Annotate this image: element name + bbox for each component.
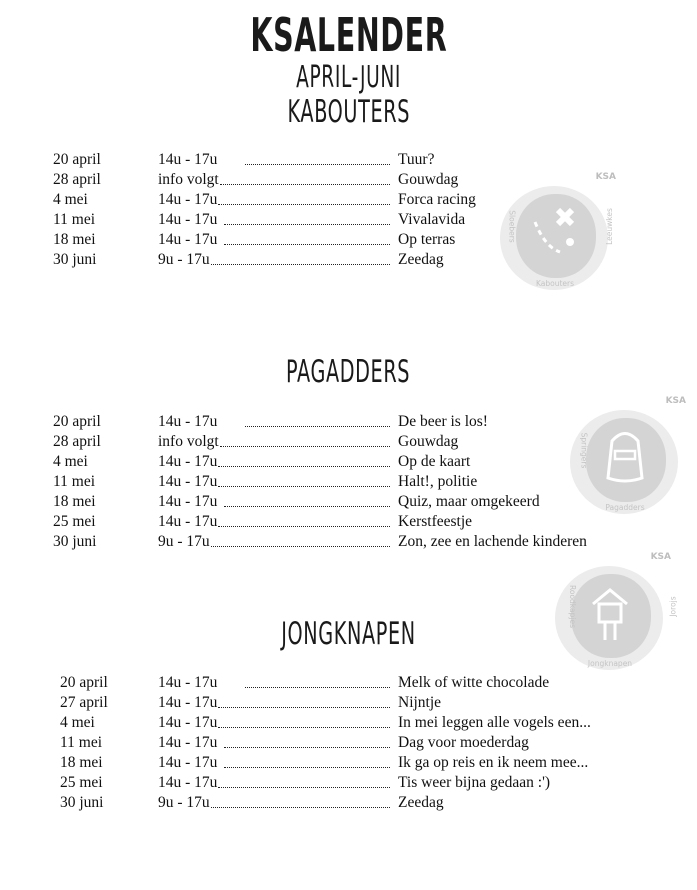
row-activity: Tuur? [398, 151, 435, 168]
row-date: 4 mei [53, 453, 88, 470]
schedule-row [0, 230, 697, 250]
row-activity: Op terras [398, 231, 456, 248]
row-activity: Tis weer bijna gedaan :') [398, 774, 551, 791]
group-logo-jongknapen [545, 552, 678, 672]
period-subtitle-text: APRIL-JUNI [296, 60, 401, 95]
row-time: 14u - 17u [158, 754, 218, 771]
row-date: 25 mei [53, 513, 96, 530]
row-date: 11 mei [53, 473, 96, 490]
row-time: 14u - 17u [158, 231, 218, 248]
row-time: 9u - 17u [158, 533, 210, 550]
row-time: 14u - 17u [158, 473, 218, 490]
row-date: 18 mei [53, 493, 96, 510]
row-date: 20 april [60, 674, 108, 691]
row-activity: Zeedag [398, 251, 444, 268]
dotted-leader [224, 733, 390, 748]
schedule-row [0, 713, 697, 733]
logo-left-label: Roodkapjes [568, 585, 577, 628]
section-title-kabouters [0, 94, 697, 130]
row-activity: Ik ga op reis en ik neem mee... [398, 754, 589, 771]
schedule-row [0, 492, 697, 512]
ksa-logo-text: KSA [595, 172, 616, 182]
dotted-leader [218, 512, 390, 527]
schedule-row [0, 190, 697, 210]
row-date: 4 mei [60, 714, 95, 731]
row-activity: Forca racing [398, 191, 476, 208]
schedule-row [0, 432, 697, 452]
dotted-leader [211, 532, 390, 547]
row-activity: Halt!, politie [398, 473, 478, 490]
dotted-leader [224, 230, 390, 245]
row-date: 18 mei [53, 231, 96, 248]
row-activity: Dag voor moederdag [398, 734, 529, 751]
dotted-leader [218, 693, 390, 708]
row-date: 28 april [53, 171, 101, 188]
row-activity: De beer is los! [398, 413, 488, 430]
schedule-row [0, 452, 697, 472]
row-activity: Melk of witte chocolade [398, 674, 550, 691]
row-activity: Gouwdag [398, 171, 459, 188]
logo-group-name: Jongknapen [587, 659, 633, 668]
ksa-logo-text: KSA [665, 396, 686, 406]
row-date: 11 mei [60, 734, 103, 751]
dotted-leader [211, 793, 390, 808]
row-time: 14u - 17u [158, 453, 218, 470]
schedule-row [0, 673, 697, 693]
schedule-row [0, 753, 697, 773]
row-time: 14u - 17u [158, 774, 218, 791]
schedule-row [0, 773, 697, 793]
row-time: 9u - 17u [158, 794, 210, 811]
schedule-row [0, 793, 697, 813]
row-time: 14u - 17u [158, 714, 218, 731]
schedule-row [0, 472, 697, 492]
dotted-leader [218, 452, 390, 467]
dotted-leader [245, 673, 390, 688]
row-activity: Vivalavida [398, 211, 466, 228]
row-time: info volgt [158, 171, 219, 188]
dotted-leader [224, 753, 390, 768]
row-activity: Zon, zee en lachende kinderen [398, 533, 587, 550]
dotted-leader [245, 150, 390, 165]
logo-left-label: Springers [579, 432, 589, 469]
ksa-logo-text: KSA [650, 552, 671, 562]
calendar-title-text: KSALENDER [250, 8, 447, 62]
period-subtitle [0, 60, 697, 95]
dotted-leader [218, 472, 390, 487]
schedule-row [0, 412, 697, 432]
row-activity: Op de kaart [398, 453, 471, 470]
row-date: 30 juni [53, 533, 97, 550]
schedule-row [0, 250, 697, 270]
row-time: 14u - 17u [158, 513, 218, 530]
schedule-row [0, 170, 697, 190]
row-date: 28 april [53, 433, 101, 450]
row-activity: Kerstfeestje [398, 513, 473, 530]
section-title-pagadders [0, 354, 697, 390]
row-date: 4 mei [53, 191, 88, 208]
dotted-leader [245, 412, 390, 427]
dotted-leader [224, 492, 390, 507]
row-time: 9u - 17u [158, 251, 210, 268]
calendar-title [0, 8, 697, 62]
schedule-row [0, 150, 697, 170]
row-time: 14u - 17u [158, 191, 218, 208]
row-date: 20 april [53, 413, 101, 430]
section-title-text: PAGADDERS [286, 354, 411, 390]
row-activity: Gouwdag [398, 433, 459, 450]
row-activity: In mei leggen alle vogels een... [398, 714, 591, 731]
schedule-row [0, 532, 697, 552]
logo-left-label: Sloebers [507, 210, 517, 243]
schedule-row [0, 512, 697, 532]
logo-group-name: Kabouters [535, 279, 575, 288]
row-time: 14u - 17u [158, 211, 218, 228]
row-date: 25 mei [60, 774, 103, 791]
treehouse-icon [585, 582, 635, 642]
schedule-row [0, 693, 697, 713]
logo-right-label: Leeuwkes [605, 208, 615, 245]
row-date: 18 mei [60, 754, 103, 771]
row-activity: Nijntje [398, 694, 442, 711]
row-date: 11 mei [53, 211, 96, 228]
schedule-row [0, 733, 697, 753]
row-time: 14u - 17u [158, 151, 218, 168]
logo-right-label: Jorojs [668, 596, 678, 617]
dotted-leader [218, 773, 390, 788]
row-time: 14u - 17u [158, 493, 218, 510]
row-date: 30 juni [60, 794, 104, 811]
row-time: 14u - 17u [158, 734, 218, 751]
logo-group-name: Pagadders [605, 503, 645, 512]
dotted-leader [220, 432, 390, 447]
dotted-leader [218, 190, 390, 205]
dotted-leader [211, 250, 390, 265]
dotted-leader [218, 713, 390, 728]
schedule-row [0, 210, 697, 230]
row-activity: Zeedag [398, 794, 444, 811]
row-time: 14u - 17u [158, 694, 218, 711]
row-date: 27 april [60, 694, 108, 711]
section-title-text: KABOUTERS [287, 94, 410, 130]
dotted-leader [220, 170, 390, 185]
row-time: info volgt [158, 433, 219, 450]
row-date: 30 juni [53, 251, 97, 268]
row-activity: Quiz, maar omgekeerd [398, 493, 540, 510]
dotted-leader [224, 210, 390, 225]
row-time: 14u - 17u [158, 413, 218, 430]
row-time: 14u - 17u [158, 674, 218, 691]
row-date: 20 april [53, 151, 101, 168]
section-title-text: JONGKNAPEN [281, 616, 416, 652]
